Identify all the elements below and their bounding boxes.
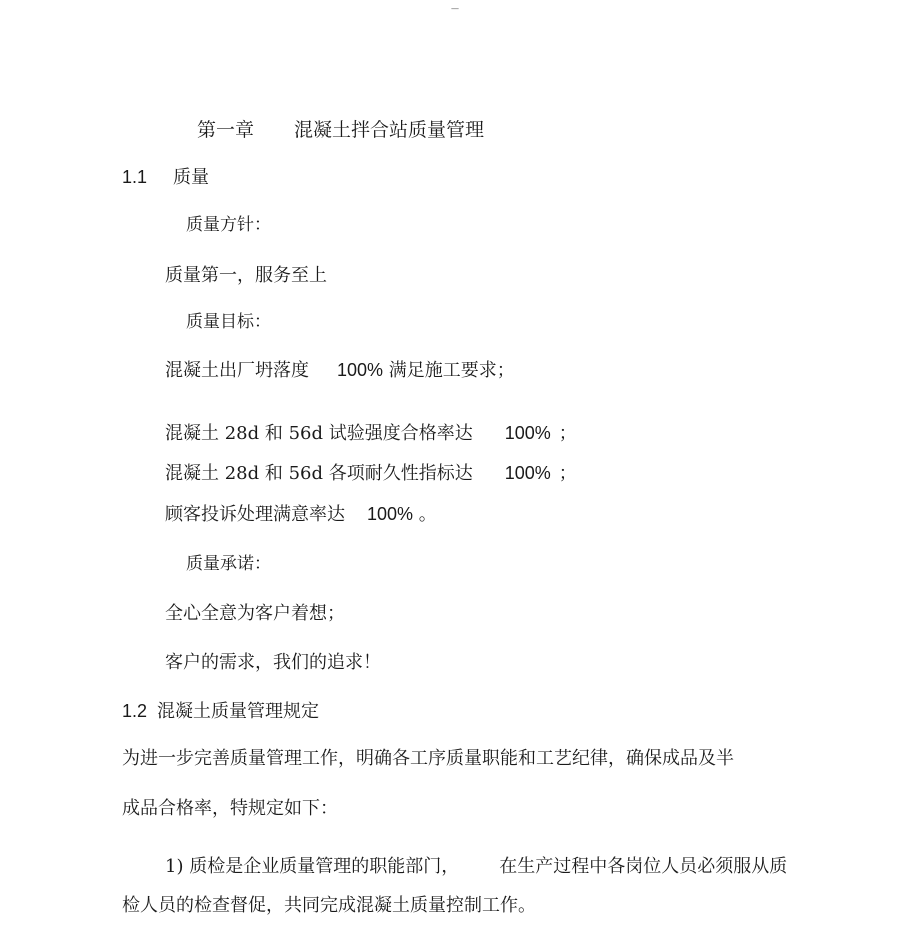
section-1-2-heading xyxy=(122,699,319,724)
rule-text: 在生产过程中各岗位人员必须服从质 xyxy=(499,856,788,877)
goal-value: 100% xyxy=(504,423,551,443)
section-number: 1.1 xyxy=(122,167,148,187)
goal-text: 顾客投诉处理满意率达 xyxy=(165,504,345,525)
section-title: 质量 xyxy=(173,167,210,188)
rule-item-1-continued: 检人员的检查督促，共同完成混凝土质量控制工作。 xyxy=(122,895,536,916)
commitment-item: 客户的需求，我们的追求！ xyxy=(165,652,381,673)
chapter-title: 混凝土拌合站质量管理 xyxy=(294,119,485,141)
intro-paragraph-line: 为进一步完善质量管理工作，明确各工序质量职能和工艺纪律，确保成品及半 xyxy=(122,748,734,769)
goal-text: 混凝土 28d 和 56d 试验强度合格率达 xyxy=(165,423,473,444)
policy-label: 质量方针： xyxy=(186,215,271,235)
goal-suffix: 。 xyxy=(418,504,437,525)
rule-text: 1) 质检是企业质量管理的职能部门， xyxy=(165,856,460,877)
intro-paragraph-line: 成品合格率，特规定如下： xyxy=(122,798,338,819)
goal-text: 混凝土出厂坍落度 xyxy=(165,360,309,381)
goal-item xyxy=(165,502,437,527)
goal-suffix: 满足施工要求； xyxy=(388,360,515,381)
goal-label: 质量目标： xyxy=(186,312,271,332)
chapter-number: 第一章 xyxy=(197,119,255,141)
goal-item xyxy=(165,358,515,383)
header-mark: — xyxy=(451,4,459,13)
goal-value: 100% xyxy=(367,504,414,524)
section-1-1-heading xyxy=(122,165,209,190)
goal-item xyxy=(165,421,577,446)
commitment-item: 全心全意为客户着想； xyxy=(165,603,345,624)
policy-text: 质量第一，服务至上 xyxy=(165,265,327,286)
goal-suffix: ； xyxy=(558,463,577,484)
commitment-label: 质量承诺： xyxy=(186,554,271,574)
section-number: 1.2 xyxy=(122,701,148,721)
chapter-heading xyxy=(197,118,484,142)
goal-value: 100% xyxy=(504,463,551,483)
section-title: 混凝土质量管理规定 xyxy=(157,701,320,722)
rule-item-1 xyxy=(165,855,787,879)
goal-suffix: ； xyxy=(558,423,577,444)
goal-value: 100% xyxy=(337,360,384,380)
goal-item xyxy=(165,461,577,486)
goal-text: 混凝土 28d 和 56d 各项耐久性指标达 xyxy=(165,463,473,484)
